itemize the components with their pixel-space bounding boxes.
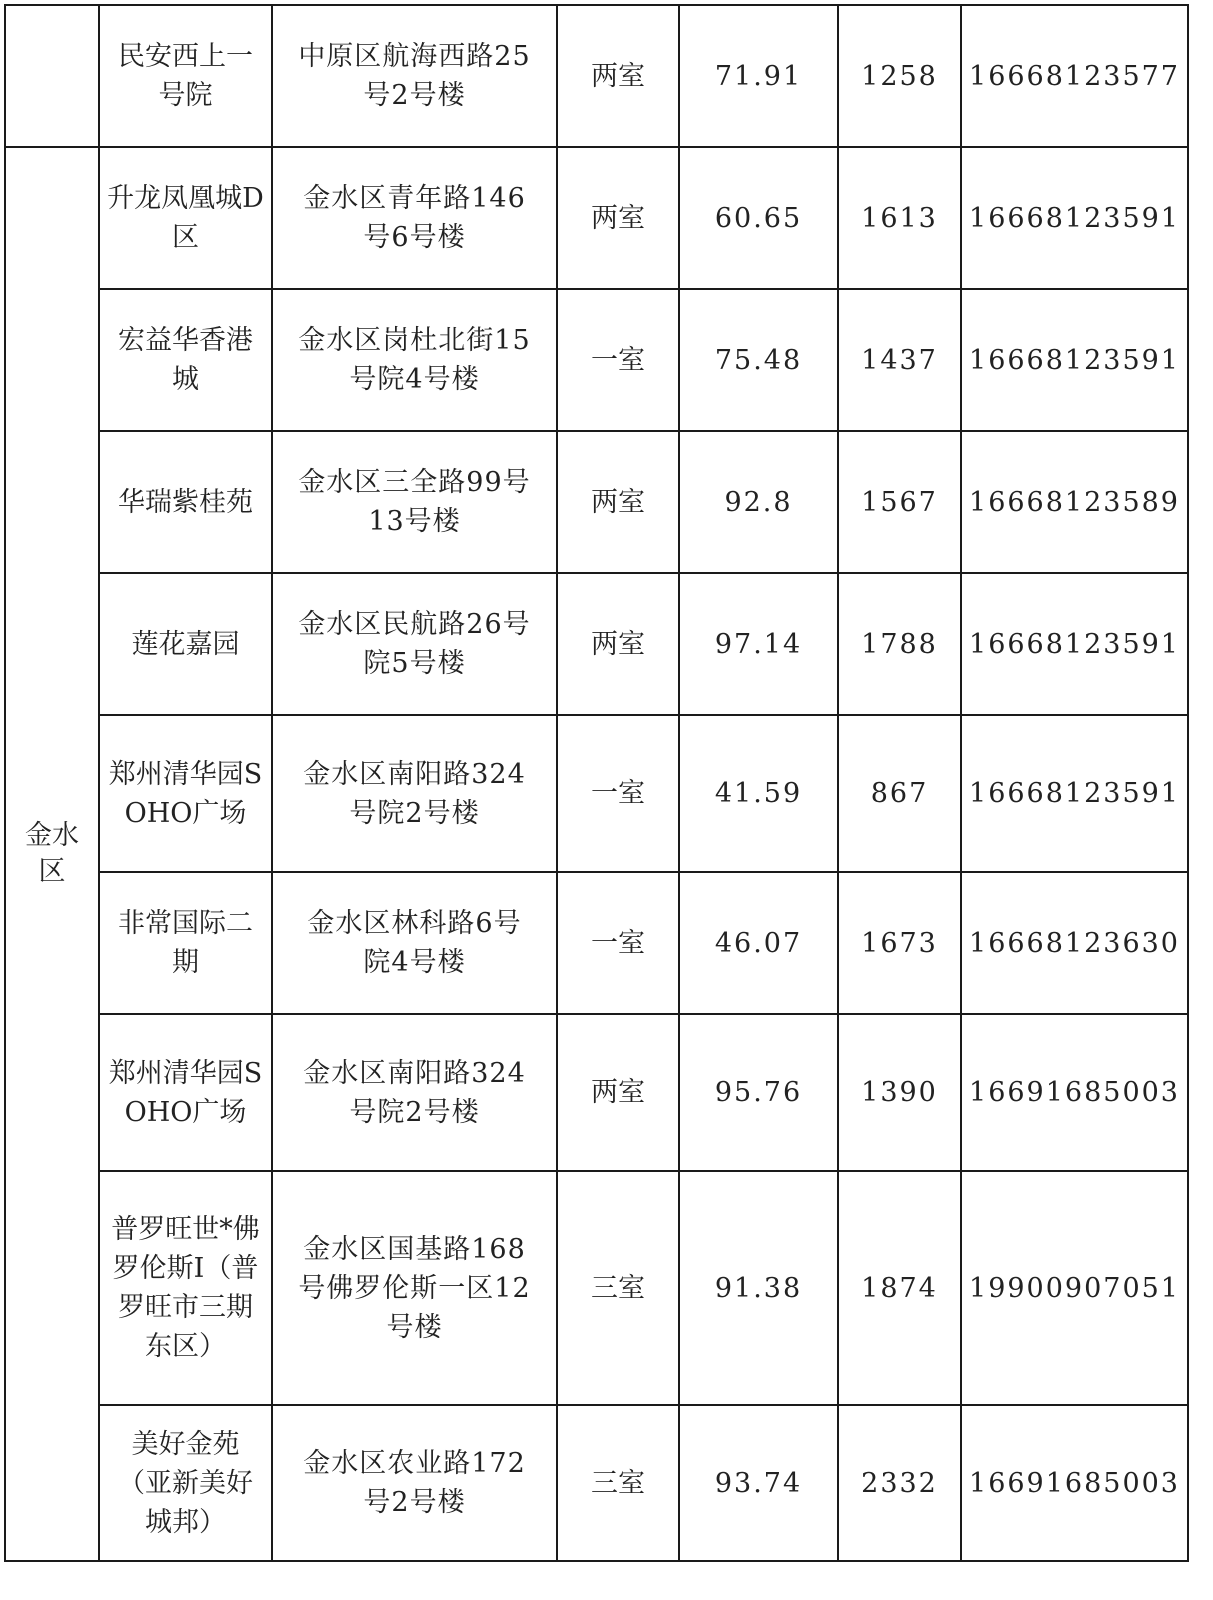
table-row [5,1405,1188,1561]
phone-cell: 16668123589 [961,431,1188,573]
phone-cell: 16691685003 [961,1014,1188,1171]
phone-cell: 16668123591 [961,147,1188,289]
phone-cell: 16668123630 [961,872,1188,1014]
rooms-cell: 一室 [557,872,679,1014]
address-cell: 金水区民航路26号院5号楼 [272,573,557,715]
community-name-cell: 升龙凤凰城D区 [99,147,272,289]
community-name-cell: 民安西上一号院 [99,5,272,147]
address-cell: 金水区三全路99号13号楼 [272,431,557,573]
housing-listing-table [4,4,1189,1562]
rooms-cell: 两室 [557,431,679,573]
phone-cell: 16668123591 [961,289,1188,431]
table-row [5,431,1188,573]
table-row [5,872,1188,1014]
phone-cell: 19900907051 [961,1171,1188,1405]
community-name-cell: 郑州清华园SOHO广场 [99,715,272,872]
area-cell: 60.65 [679,147,838,289]
rooms-cell: 两室 [557,1014,679,1171]
district-cell-empty [5,5,99,147]
address-cell: 金水区南阳路324号院2号楼 [272,1014,557,1171]
rent-cell: 1567 [838,431,961,573]
area-cell: 95.76 [679,1014,838,1171]
area-cell: 75.48 [679,289,838,431]
table-row [5,5,1188,147]
area-cell: 93.74 [679,1405,838,1561]
community-name-cell: 普罗旺世*佛罗伦斯I（普罗旺市三期东区） [99,1171,272,1405]
area-cell: 46.07 [679,872,838,1014]
phone-cell: 16668123591 [961,573,1188,715]
table-row [5,289,1188,431]
area-cell: 41.59 [679,715,838,872]
table-row [5,1014,1188,1171]
community-name-cell: 莲花嘉园 [99,573,272,715]
address-cell: 金水区林科路6号院4号楼 [272,872,557,1014]
rooms-cell: 两室 [557,147,679,289]
address-cell: 金水区南阳路324号院2号楼 [272,715,557,872]
rent-cell: 1258 [838,5,961,147]
table-row [5,715,1188,872]
community-name-cell: 宏益华香港城 [99,289,272,431]
community-name-cell: 美好金苑（亚新美好城邦） [99,1405,272,1561]
rent-cell: 1613 [838,147,961,289]
address-cell: 金水区国基路168号佛罗伦斯一区12号楼 [272,1171,557,1405]
phone-cell: 16668123577 [961,5,1188,147]
address-cell: 金水区农业路172号2号楼 [272,1405,557,1561]
community-name-cell: 郑州清华园SOHO广场 [99,1014,272,1171]
rooms-cell: 一室 [557,289,679,431]
area-cell: 92.8 [679,431,838,573]
community-name-cell: 非常国际二期 [99,872,272,1014]
rent-cell: 2332 [838,1405,961,1561]
rent-cell: 1390 [838,1014,961,1171]
phone-cell: 16691685003 [961,1405,1188,1561]
community-name-cell: 华瑞紫桂苑 [99,431,272,573]
rent-cell: 867 [838,715,961,872]
rent-cell: 1874 [838,1171,961,1405]
address-cell: 中原区航海西路25号2号楼 [272,5,557,147]
district-cell: 金水区 [5,147,99,1561]
phone-cell: 16668123591 [961,715,1188,872]
rooms-cell: 三室 [557,1405,679,1561]
table-row [5,1171,1188,1405]
area-cell: 97.14 [679,573,838,715]
rent-cell: 1788 [838,573,961,715]
address-cell: 金水区青年路146号6号楼 [272,147,557,289]
table-row [5,147,1188,289]
rent-cell: 1673 [838,872,961,1014]
table-row [5,573,1188,715]
area-cell: 71.91 [679,5,838,147]
rooms-cell: 两室 [557,573,679,715]
rooms-cell: 三室 [557,1171,679,1405]
address-cell: 金水区岗杜北街15号院4号楼 [272,289,557,431]
rent-cell: 1437 [838,289,961,431]
rooms-cell: 两室 [557,5,679,147]
area-cell: 91.38 [679,1171,838,1405]
rooms-cell: 一室 [557,715,679,872]
